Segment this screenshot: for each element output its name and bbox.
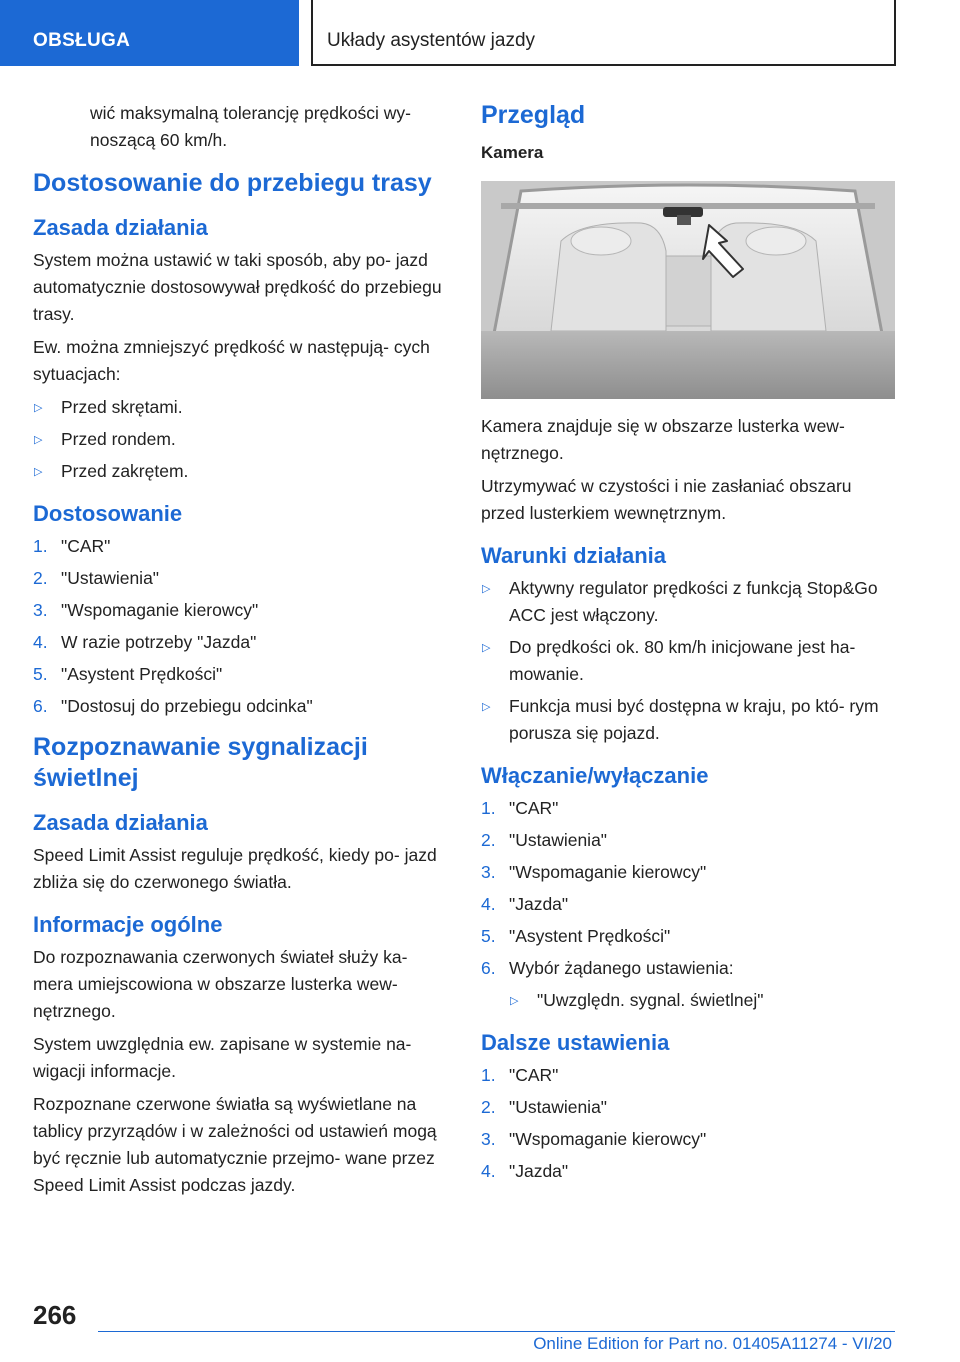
on-off-substeps: [509, 987, 895, 1014]
left-column: [33, 100, 447, 1205]
paragraph-info-3: Rozpoznane czerwone światła są wyświetlane na tablicy przyrządów i w zależności od ustawień mogą być ręcznie lub automatycznie przejmo- wane przez Speed Limit Assist podczas jazdy.: [33, 1094, 437, 1195]
step-number: 2.: [481, 830, 496, 850]
paragraph-principle-2: Speed Limit Assist reguluje prędkość, kiedy po- jazd zbliża się do czerwonego światła.: [33, 845, 437, 892]
heading-overview: Przegląd: [481, 101, 586, 129]
footer-divider: [98, 1331, 895, 1332]
step-number: 3.: [481, 1129, 496, 1149]
step-text: "Ustawienia": [509, 830, 608, 850]
list-item: [509, 987, 895, 1014]
step-item: [33, 597, 447, 624]
adjustment-steps: [33, 533, 447, 720]
list-item-text: Przed skrętami.: [61, 397, 183, 417]
page-number: 266: [33, 1300, 77, 1330]
list-item-text: Przed zakrętem.: [61, 461, 189, 481]
intro-paragraph: wić maksymalną tolerancję prędkości wy- noszącą 60 km/h.: [90, 103, 411, 150]
heading-further-settings: Dalsze ustawienia: [481, 1030, 670, 1055]
step-item: [481, 1126, 895, 1153]
step-number: 4.: [481, 894, 496, 914]
step-item: [481, 795, 895, 822]
triangle-bullet-icon: ▷: [34, 402, 43, 414]
list-item-text: Do prędkości ok. 80 km/h inicjowane jest ha- mowanie.: [509, 637, 856, 684]
list-item: [33, 458, 447, 485]
step-item: [481, 827, 895, 854]
heading-operating-conditions: Warunki działania: [481, 543, 667, 568]
right-column: [481, 100, 895, 1195]
list-item-text: Funkcja musi być dostępna w kraju, po któ- rym porusza się pojazd.: [509, 696, 879, 743]
on-off-steps: [481, 795, 895, 982]
heading-principle-2: Zasada działania: [33, 810, 208, 835]
list-item: [33, 426, 447, 453]
triangle-bullet-icon: ▷: [482, 701, 491, 713]
list-item-text: Przed rondem.: [61, 429, 176, 449]
list-item-text: Aktywny regulator prędkości z funkcją Stop&Go ACC jest włączony.: [509, 578, 878, 625]
step-text: "Wspomaganie kierowcy": [61, 600, 259, 620]
step-text: "Ustawienia": [61, 568, 160, 588]
paragraph-info-1: Do rozpoznawania czerwonych świateł służy ka- mera umiejscowiona w obszarze lusterka wew- nętrznego.: [33, 947, 408, 1021]
heading-camera: Kamera: [481, 143, 544, 162]
step-item: [481, 1062, 895, 1089]
list-item: [33, 394, 447, 421]
step-text: "Jazda": [509, 894, 569, 914]
list-item-text: "Uwzględn. sygnal. świetlnej": [537, 990, 764, 1010]
step-item: [481, 859, 895, 886]
paragraph-situations-intro: Ew. można zmniejszyć prędkość w następują- cych sytuacjach:: [33, 337, 430, 384]
further-settings-steps: [481, 1062, 895, 1185]
heading-route-adaptation: Dostosowanie do przebiegu trasy: [33, 169, 432, 197]
step-text: W razie potrzeby "Jazda": [61, 632, 257, 652]
conditions-list: [481, 575, 895, 747]
triangle-bullet-icon: ▷: [482, 583, 491, 595]
heading-principle: Zasada działania: [33, 215, 208, 240]
car-interior-camera-image: [481, 181, 895, 399]
paragraph-principle: System można ustawić w taki sposób, aby po- jazd automatycznie dostosowywał prędkość do przebiegu trasy.: [33, 250, 442, 324]
paragraph-info-2: System uwzględnia ew. zapisane w systemie na- wigacji informacje.: [33, 1034, 412, 1081]
list-item: [481, 634, 895, 688]
step-number: 6.: [481, 958, 496, 978]
paragraph-camera-location: Kamera znajduje się w obszarze lusterka wew- nętrznego.: [481, 416, 845, 463]
triangle-bullet-icon: ▷: [510, 995, 519, 1007]
footer-edition: Online Edition for Part no. 01405A11274 - VI/20: [533, 1334, 892, 1353]
triangle-bullet-icon: ▷: [34, 466, 43, 478]
step-text: "Dostosuj do przebiegu odcinka": [61, 696, 313, 716]
step-text: "Ustawienia": [509, 1097, 608, 1117]
step-text: "CAR": [509, 798, 559, 818]
rear-window-illustration: [481, 181, 895, 399]
step-text: Wybór żądanego ustawienia:: [509, 958, 734, 978]
step-number: 1.: [33, 536, 48, 556]
situations-list: [33, 394, 447, 485]
step-number: 1.: [481, 1065, 496, 1085]
step-item: [481, 1158, 895, 1185]
step-text: "Asystent Prędkości": [509, 926, 671, 946]
step-text: "Jazda": [509, 1161, 569, 1181]
chapter-title: Układy asystentów jazdy: [311, 0, 896, 66]
step-number: 2.: [481, 1097, 496, 1117]
step-number: 1.: [481, 798, 496, 818]
heading-on-off: Włączanie/wyłączanie: [481, 763, 709, 788]
step-number: 6.: [33, 696, 48, 716]
step-number: 5.: [33, 664, 48, 684]
section-tab: OBSŁUGA: [0, 0, 299, 66]
step-number: 2.: [33, 568, 48, 588]
step-item: [481, 955, 895, 982]
step-text: "Asystent Prędkości": [61, 664, 223, 684]
step-item: [33, 693, 447, 720]
step-item: [33, 629, 447, 656]
step-text: "Wspomaganie kierowcy": [509, 1129, 707, 1149]
step-number: 3.: [33, 600, 48, 620]
triangle-bullet-icon: ▷: [34, 434, 43, 446]
paragraph-camera-care: Utrzymywać w czystości i nie zasłaniać obszaru przed lusterkiem wewnętrznym.: [481, 476, 852, 523]
step-text: "CAR": [61, 536, 111, 556]
step-number: 4.: [481, 1161, 496, 1181]
list-item: [481, 575, 895, 629]
list-item: [481, 693, 895, 747]
heading-adjustment: Dostosowanie: [33, 501, 183, 526]
step-item: [481, 891, 895, 918]
step-text: "CAR": [509, 1065, 559, 1085]
step-text: "Wspomaganie kierowcy": [509, 862, 707, 882]
step-item: [481, 1094, 895, 1121]
step-item: [481, 923, 895, 950]
heading-traffic-light-recognition: Rozpoznawanie sygnalizacji świetlnej: [33, 733, 368, 792]
step-item: [33, 565, 447, 592]
step-item: [33, 533, 447, 560]
heading-general-info: Informacje ogólne: [33, 912, 223, 937]
triangle-bullet-icon: ▷: [482, 642, 491, 654]
step-number: 3.: [481, 862, 496, 882]
step-number: 4.: [33, 632, 48, 652]
step-item: [33, 661, 447, 688]
step-number: 5.: [481, 926, 496, 946]
